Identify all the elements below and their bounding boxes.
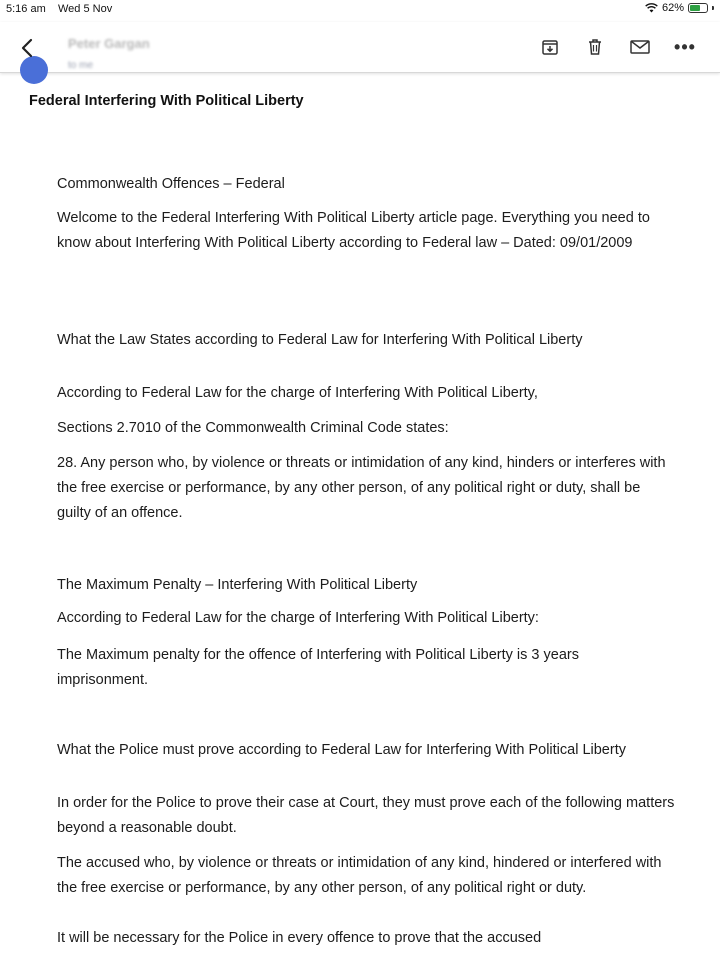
paragraph: It will be necessary for the Police in every offence to prove that the accused [57, 930, 542, 946]
section-heading: What the Police must prove according to Federal Law for Interfering With Political Liberty [57, 742, 626, 758]
trash-icon [585, 37, 605, 57]
status-bar [0, 0, 720, 22]
battery-percent: 62% [661, 2, 684, 14]
paragraph: 28. Any person who, by violence or threats or intimidation of any kind, hinders or interferes with the free exercise or performance, by any other person, of any political right or duty, shall be guilty of an offence. [57, 455, 666, 521]
battery-fill [690, 5, 700, 11]
status-time: 5:16 am [6, 3, 46, 15]
mail-icon [629, 37, 651, 57]
back-button[interactable] [14, 34, 42, 62]
more-icon: ••• [674, 37, 696, 57]
wifi-icon [645, 3, 658, 13]
status-right [645, 2, 714, 14]
back-icon [14, 34, 42, 62]
battery-tip [712, 6, 714, 10]
mark-unread-button[interactable] [627, 34, 653, 60]
archive-button[interactable] [537, 34, 563, 60]
paragraph: According to Federal Law for the charge of Interfering With Political Liberty, [57, 385, 538, 401]
paragraph: Welcome to the Federal Interfering With Political Liberty article page. Everything you need to know about Interfering With Political Liberty according to Federal law – Dated: 09/01/2009 [57, 210, 650, 251]
paragraph: According to Federal Law for the charge of Interfering With Political Liberty: [57, 610, 539, 626]
sender-name[interactable]: Peter Gargan [68, 36, 150, 51]
section-heading: What the Law States according to Federal Law for Interfering With Political Liberty [57, 332, 583, 348]
status-date: Wed 5 Nov [58, 3, 113, 15]
paragraph: Sections 2.7010 of the Commonwealth Criminal Code states: [57, 420, 449, 436]
email-header [0, 22, 720, 73]
more-options-button[interactable] [672, 34, 698, 60]
paragraph: In order for the Police to prove their case at Court, they must prove each of the following matters beyond a reasonable doubt. [57, 795, 675, 836]
email-subject: Federal Interfering With Political Liberty [29, 93, 304, 109]
paragraph: The accused who, by violence or threats or intimidation of any kind, hindered or interfered with the free exercise or performance, by any other person, of any political right or duty. [57, 855, 662, 896]
battery-icon [688, 3, 708, 13]
archive-icon [540, 37, 560, 57]
paragraph: The Maximum penalty for the offence of Interfering with Political Liberty is 3 years imprisonment. [57, 647, 579, 688]
sender-detail[interactable]: to me [68, 60, 94, 71]
section-heading: Commonwealth Offences – Federal [57, 176, 285, 192]
section-heading: The Maximum Penalty – Interfering With Political Liberty [57, 577, 418, 593]
delete-button[interactable] [582, 34, 608, 60]
